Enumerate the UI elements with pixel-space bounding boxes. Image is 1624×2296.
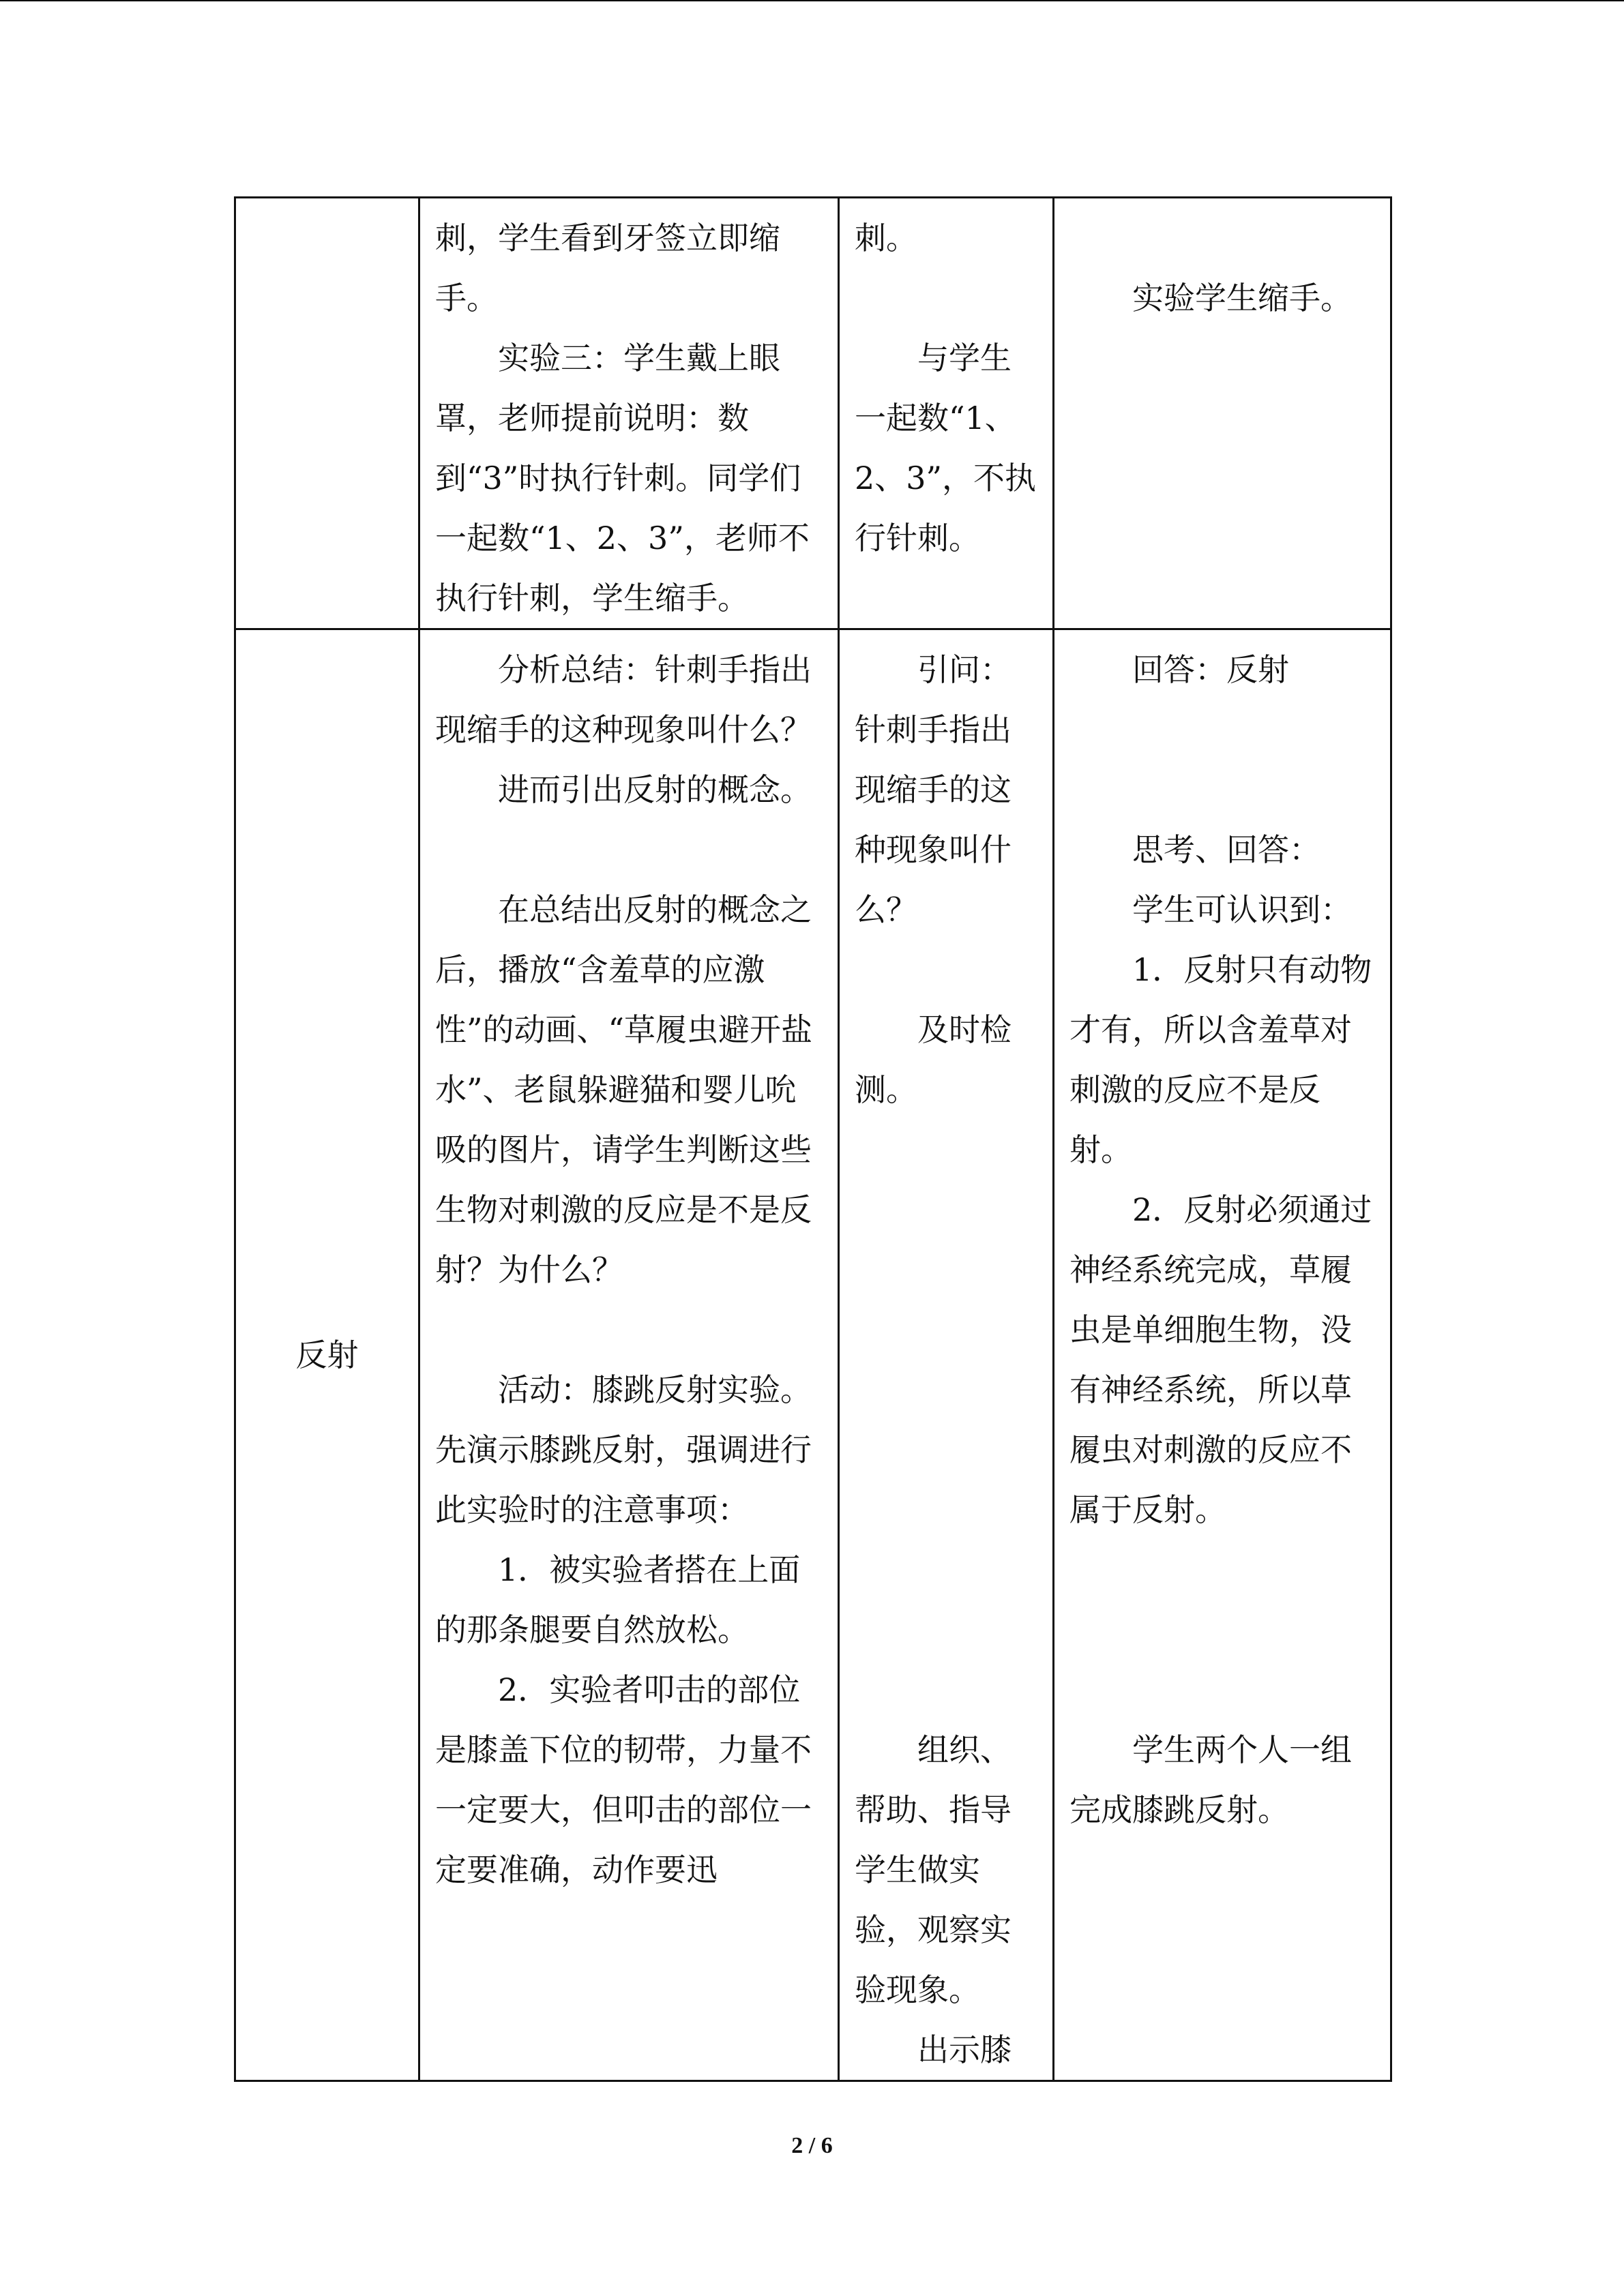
lesson-plan-table xyxy=(234,196,1392,2082)
student-paragraph: 2．反射必须通过神经系统完成，草履虫是单细胞生物，没有神经系统，所以草履虫对刺激的反应不属于反射。 xyxy=(1069,1191,1372,1528)
teacher-activity-cell xyxy=(839,198,1054,629)
content-paragraph: 先演示膝跳反射，强调进行此实验时的注意事项： xyxy=(435,1431,812,1528)
topic-cell xyxy=(235,198,419,629)
table-row xyxy=(235,198,1391,629)
page-top-border xyxy=(0,0,1624,1)
teacher-paragraph: 引问： xyxy=(917,651,1012,688)
topic-cell xyxy=(235,629,419,2081)
student-paragraph: 回答：反射 xyxy=(1132,651,1289,688)
content-paragraph: 实验三：学生戴上眼罩，老师提前说明：数到“3”时执行针刺。同学们一起数“1、2、3”，老师不执行针刺，学生缩手。 xyxy=(435,340,810,616)
teacher-paragraph: 针刺手指出现缩手的这种现象叫什么？ xyxy=(855,711,1012,928)
student-paragraph: 思考、回答： xyxy=(1132,831,1320,868)
student-paragraph: 学生两个人一组完成膝跳反射。 xyxy=(1069,1731,1352,1828)
content-paragraph: 活动：膝跳反射实验。 xyxy=(498,1371,812,1408)
teacher-paragraph: 刺。 xyxy=(855,220,917,256)
teacher-paragraph: 与学生一起数“1、2、3”，不执行针刺。 xyxy=(855,340,1037,556)
student-activity-cell xyxy=(1054,629,1391,2081)
content-cell xyxy=(419,629,839,2081)
student-paragraph: 学生可认识到： xyxy=(1132,891,1352,928)
content-paragraph: 进而引出反射的概念。 xyxy=(498,771,812,808)
student-paragraph: 1．反射只有动物才有，所以含羞草对刺激的反应不是反射。 xyxy=(1069,951,1372,1168)
table-row xyxy=(235,629,1391,2081)
student-activity-cell xyxy=(1054,198,1391,629)
student-paragraph: 实验学生缩手。 xyxy=(1132,280,1352,316)
content-paragraph: 分析总结：针刺手指出现缩手的这种现象叫什么？ xyxy=(435,651,812,748)
teacher-paragraph: 出示膝 xyxy=(917,2031,1012,2068)
topic-label: 反射 xyxy=(295,1337,359,1373)
content-paragraph: 2．实验者叩击的部位是膝盖下位的韧带，力量不一定要大，但叩击的部位一定要准确，动作要迅 xyxy=(435,1671,812,1888)
content-paragraph: 刺，学生看到牙签立即缩手。 xyxy=(435,220,780,316)
content-cell xyxy=(419,198,839,629)
content-paragraph: 在总结出反射的概念之后，播放“含羞草的应激性”的动画、“草履虫避开盐水”、老鼠躲避猫和婴儿吮吸的图片，请学生判断这些生物对刺激的反应是不是反射？为什么？ xyxy=(435,891,813,1288)
teacher-paragraph: 及时检测。 xyxy=(855,1011,1012,1108)
teacher-activity-cell xyxy=(839,629,1054,2081)
content-paragraph: 1．被实验者搭在上面的那条腿要自然放松。 xyxy=(435,1551,801,1648)
teacher-paragraph: 组织、帮助、指导学生做实验，观察实验现象。 xyxy=(855,1731,1012,2008)
page-number: 2 / 6 xyxy=(791,2133,833,2158)
